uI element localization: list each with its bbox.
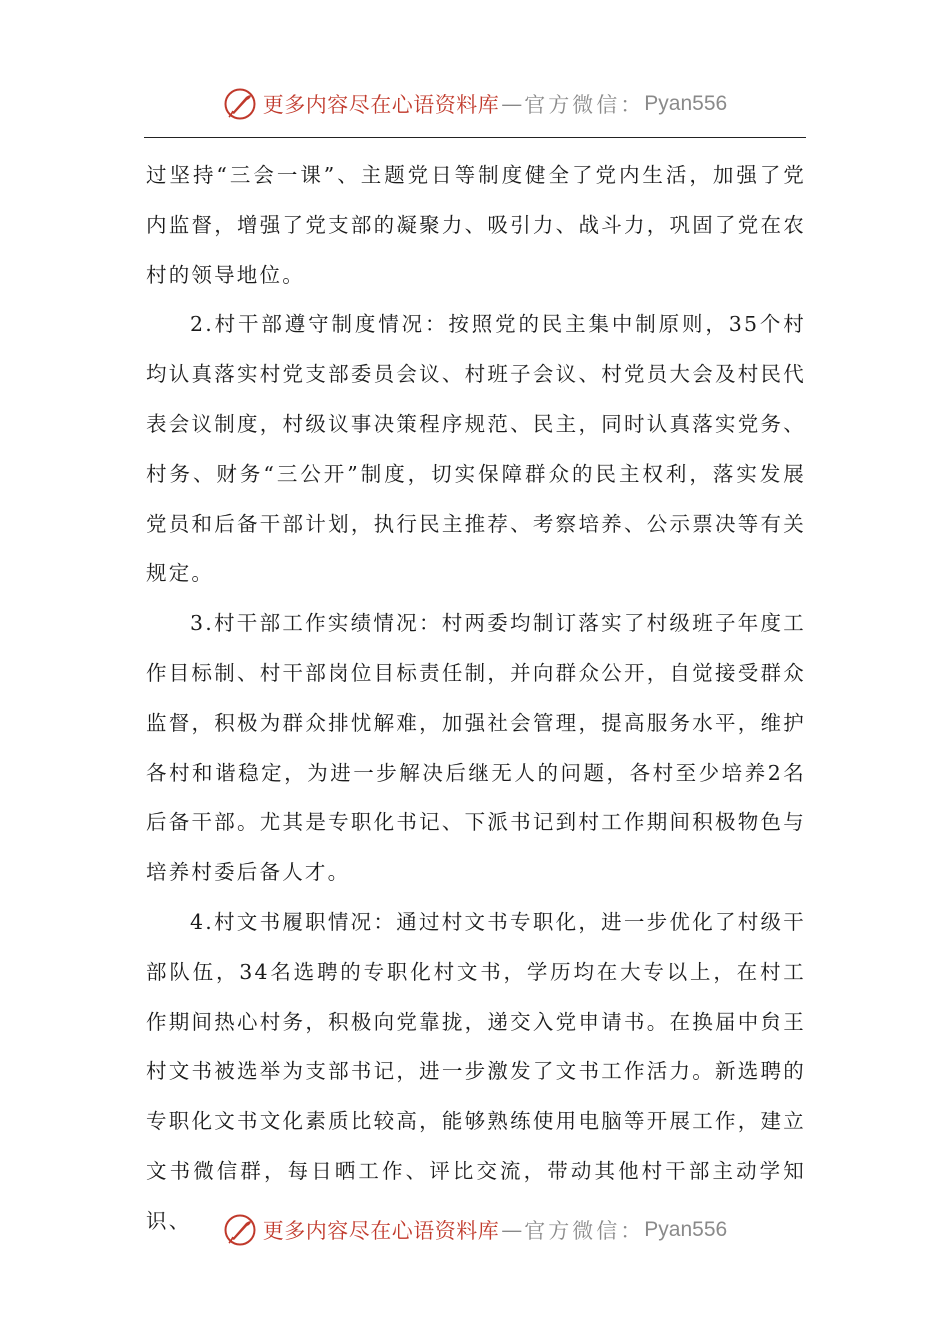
- banner-wechat-id: Pyan556: [644, 92, 728, 115]
- quill-logo-icon: [223, 87, 257, 121]
- footer-banner: [0, 1210, 950, 1250]
- document-body: [146, 151, 806, 1247]
- banner-site-name: 更多内容尽在心语资料库: [262, 1219, 500, 1243]
- header-divider: [144, 137, 806, 138]
- paragraph: 4.村文书履职情况：通过村文书专职化，进一步优化了村级干部队伍，34名选聘的专职化村文书，学历均在大专以上，在村工作期间热心村务，积极向党靠拢，递交入党申请书。在换届中贠王村文书被选举为支部书记，进一步激发了文书工作活力。新选聘的专职化文书文化素质比较高，能够熟练使用电脑等开展工作，建立文书微信群，每日晒工作、评比交流，带动其他村干部主动学知识、: [146, 909, 806, 1233]
- banner-wechat-label: 官方微信：: [524, 1219, 645, 1243]
- banner-dash: —: [501, 1218, 523, 1242]
- banner-site-name: 更多内容尽在心语资料库: [262, 93, 500, 117]
- quill-logo-icon: [223, 1213, 257, 1247]
- paragraph: 2.村干部遵守制度情况：按照党的民主集中制原则，35个村均认真落实村党支部委员会议、村班子会议、村党员大会及村民代表会议制度，村级议事决策程序规范、民主，同时认真落实党务、村务、财务“三公开”制度，切实保障群众的民主权利，落实发展党员和后备干部计划，执行民主推荐、考察培养、公示票决等有关规定。: [146, 312, 806, 586]
- paragraph: 过坚持“三会一课”、主题党日等制度健全了党内生活，加强了党内监督，增强了党支部的凝聚力、吸引力、战斗力，巩固了党在农村的领导地位。: [146, 163, 806, 287]
- header-banner: [0, 84, 950, 124]
- paragraph: 3.村干部工作实绩情况：村两委均制订落实了村级班子年度工作目标制、村干部岗位目标责任制，并向群众公开，自觉接受群众监督，积极为群众排忧解难，加强社会管理，提高服务水平，维护各村和谐稳定，为进一步解决后继无人的问题，各村至少培养2名后备干部。尤其是专职化书记、下派书记到村工作期间积极物色与培养村委后备人才。: [146, 611, 806, 885]
- banner-wechat-label: 官方微信：: [524, 93, 645, 117]
- banner-wechat-id: Pyan556: [644, 1218, 728, 1241]
- banner-dash: —: [501, 92, 523, 116]
